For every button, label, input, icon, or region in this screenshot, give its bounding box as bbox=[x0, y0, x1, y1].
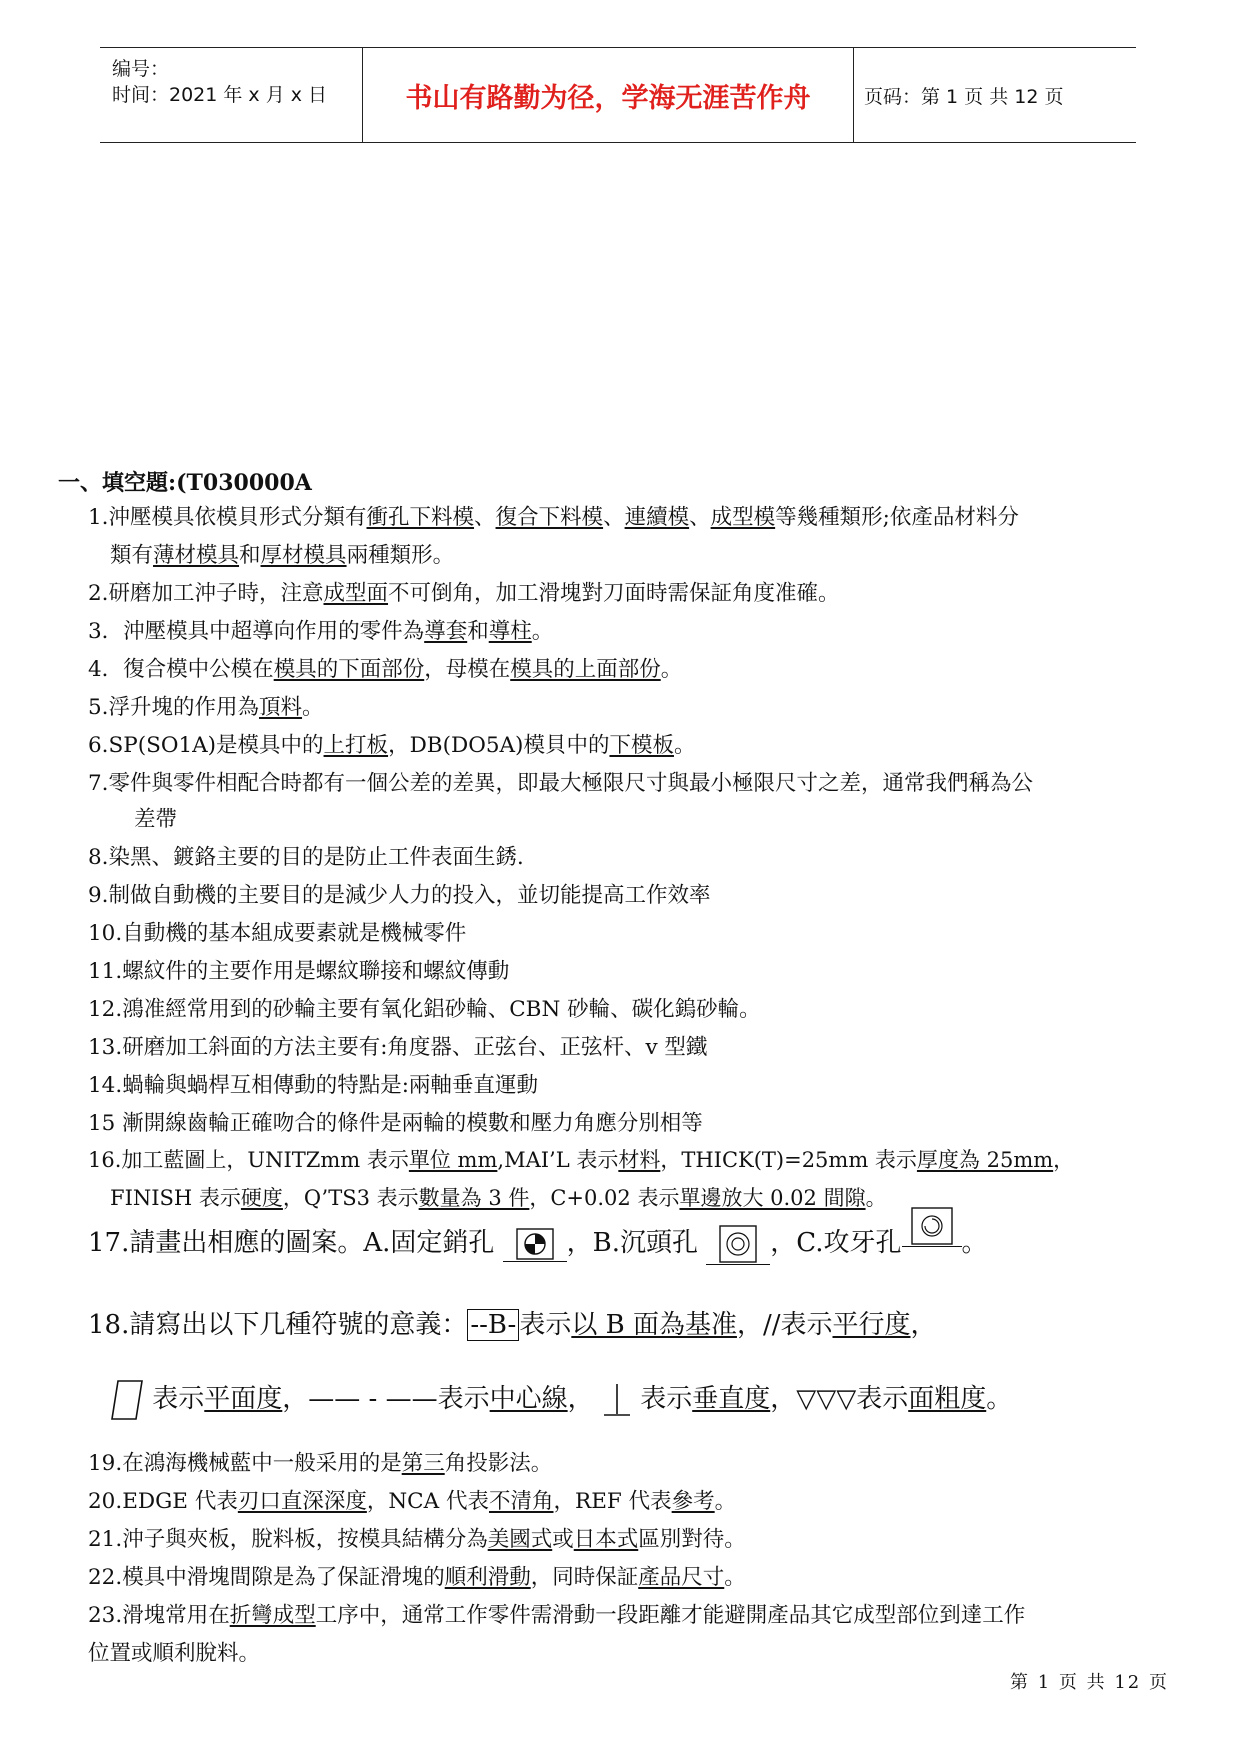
counterbore-hole-icon bbox=[718, 1224, 758, 1264]
answer: 模具的下面部份 bbox=[273, 657, 425, 682]
answer: 硬度 bbox=[240, 1186, 283, 1210]
answer: 美國式 bbox=[487, 1527, 553, 1552]
question-16-cont: FINISH 表示硬度，Q’TS3 表示數量為 3 件，C+0.02 表示單邊放大 0.02 間隙。 bbox=[110, 1186, 887, 1210]
question-6: 6.SP(SO1A)是模具中的上打板，DB(DO5A)模貝中的下模板。 bbox=[88, 733, 696, 758]
answer: 平行度 bbox=[832, 1310, 911, 1340]
answer: 不清角 bbox=[488, 1489, 554, 1514]
question-7-cont: 差帶 bbox=[134, 807, 178, 832]
answer: 垂直度 bbox=[692, 1384, 771, 1414]
answer: 頂料 bbox=[259, 695, 303, 720]
answer: 厚材模具 bbox=[260, 543, 347, 568]
question-19: 19.在鴻海機械藍中一般采用的是第三角投影法。 bbox=[88, 1451, 553, 1476]
answer: 導套 bbox=[424, 619, 468, 644]
answer: 單位 mm bbox=[408, 1148, 498, 1172]
time-label: 时间：2021 年 x 月 x 日 bbox=[112, 84, 328, 106]
section-title: 一、填空題:(T030000A bbox=[58, 470, 312, 496]
header-divider bbox=[853, 48, 854, 142]
answer-blank bbox=[503, 1227, 567, 1262]
header-page-label: 页码：第 1 页 共 12 页 bbox=[864, 85, 1064, 108]
answer-blank bbox=[706, 1224, 770, 1265]
answer: 單邊放大 0.02 間隙 bbox=[679, 1186, 866, 1210]
question-12: 12.鴻准經常用到的砂輪主要有氧化鋁砂輪、CBN 砂輪、碳化鎢砂輪。 bbox=[88, 997, 761, 1022]
answer: 數量為 3 件 bbox=[418, 1186, 530, 1210]
answer: 上打板 bbox=[323, 733, 389, 758]
perpendicularity-icon bbox=[602, 1382, 632, 1418]
page-footer: 第 1 页 共 12 页 bbox=[1010, 1672, 1169, 1693]
answer-blank bbox=[902, 1206, 962, 1247]
question-23-cont: 位置或順利脫料。 bbox=[88, 1641, 261, 1666]
answer: 衝孔下料模 bbox=[366, 505, 475, 530]
answer: 平面度 bbox=[204, 1384, 283, 1414]
answer: 連續模 bbox=[624, 505, 690, 530]
question-21: 21.沖子與夾板，脫料板，按模具結構分為美國式或日本式區別對待。 bbox=[88, 1527, 746, 1552]
question-15: 15 漸開線齒輪正確吻合的條件是兩輪的模數和壓力角應分別相等 bbox=[88, 1111, 703, 1136]
question-22: 22.模具中滑塊間隙是為了保証滑塊的順利滑動，同時保証產品尺寸。 bbox=[88, 1565, 746, 1590]
question-9: 9.制做自動機的主要目的是減少人力的投入，並切能提高工作效率 bbox=[88, 883, 711, 908]
answer: 材料 bbox=[618, 1148, 661, 1172]
header-motto: 书山有路勤为径，学海无涯苦作舟 bbox=[405, 82, 811, 114]
answer: 參考 bbox=[671, 1489, 715, 1514]
question-17: 17.請畫出相應的圖案。A.固定銷孔 ，B.沉頭孔 ，C.攻牙孔 。 bbox=[88, 1222, 988, 1265]
answer: 復合下料模 bbox=[495, 505, 604, 530]
answer: 導柱 bbox=[488, 619, 532, 644]
answer: 刃口直深深度 bbox=[237, 1489, 367, 1514]
question-4: 4．復合模中公模在模具的下面部份，母模在模具的上面部份。 bbox=[88, 657, 683, 682]
header-left bbox=[112, 56, 362, 108]
answer: 日本式 bbox=[573, 1527, 639, 1552]
question-14: 14.蝸輪與蝸桿互相傳動的特點是:兩軸垂直運動 bbox=[88, 1073, 538, 1098]
question-11: 11.螺紋件的主要作用是螺紋聯接和螺紋傳動 bbox=[88, 959, 510, 984]
answer: 面粗度 bbox=[908, 1384, 987, 1414]
question-1: 1.沖壓模具依模貝形式分類有衝孔下料模、復合下料模、連續模、成型模等幾種類形;依產品材料分 bbox=[88, 505, 1019, 530]
page-header bbox=[100, 47, 1136, 143]
question-7: 7.零件與零件相配合時都有一個公差的差異，即最大極限尺寸與最小極限尺寸之差，通常我們稱為公 bbox=[88, 771, 1034, 796]
answer: 模具的上面部份 bbox=[510, 657, 661, 682]
question-18: 18.請寫出以下几種符號的意義： --B- 表示以 B 面為基准，//表示平行度， bbox=[88, 1310, 937, 1340]
answer: 下模板 bbox=[609, 733, 674, 758]
answer: 厚度為 25mm bbox=[916, 1148, 1054, 1172]
question-1-cont: 類有薄材模具和厚材模具兩種類形。 bbox=[110, 543, 455, 568]
question-5: 5.浮升塊的作用為頂料。 bbox=[88, 695, 324, 720]
tapped-hole-icon bbox=[910, 1206, 954, 1246]
answer: 薄材模具 bbox=[153, 543, 240, 568]
answer: 以 B 面為基准 bbox=[571, 1310, 737, 1340]
answer: 順利滑動 bbox=[444, 1565, 531, 1590]
question-23: 23.滑塊常用在折彎成型工序中，通常工作零件需滑動一段距離才能避開產品其它成型部位到達工作 bbox=[88, 1603, 1026, 1628]
answer: 折彎成型 bbox=[229, 1603, 316, 1628]
datum-b-box: --B- bbox=[467, 1309, 519, 1341]
question-2: 2.研磨加工沖子時，注意成型面不可倒角，加工滑塊對刀面時需保証角度准確。 bbox=[88, 581, 840, 606]
answer: 產品尺寸 bbox=[638, 1565, 725, 1590]
dowel-pin-hole-icon bbox=[515, 1227, 555, 1261]
flatness-icon bbox=[110, 1379, 144, 1421]
question-16: 16.加工藍圖上，UNITZmm 表示單位 mm,MAI’L 表示材料，THICK(T)=25mm 表示厚度為 25mm， bbox=[88, 1148, 1075, 1172]
answer: 中心線 bbox=[489, 1384, 568, 1414]
question-3: 3．沖壓模具中超導向作用的零件為導套和導柱。 bbox=[88, 619, 554, 644]
question-10: 10.自動機的基本組成要素就是機械零件 bbox=[88, 921, 467, 946]
question-8: 8.染黑、鍍鉻主要的目的是防止工件表面生銹． bbox=[88, 845, 539, 870]
question-18-cont: 表示平面度，—— - ——表示中心線， 表示垂直度，▽▽▽表示面粗度。 bbox=[110, 1378, 1012, 1421]
answer: 第三 bbox=[401, 1451, 445, 1476]
answer: 成型模 bbox=[710, 505, 776, 530]
number-label: 编号： bbox=[112, 58, 170, 80]
answer: 成型面 bbox=[323, 581, 389, 606]
question-20: 20.EDGE 代表刃口直深深度，NCA 代表不清角，REF 代表參考。 bbox=[88, 1489, 737, 1514]
question-13: 13.研磨加工斜面的方法主要有:角度器、正弦台、正弦杆、v 型鐵 bbox=[88, 1035, 708, 1060]
